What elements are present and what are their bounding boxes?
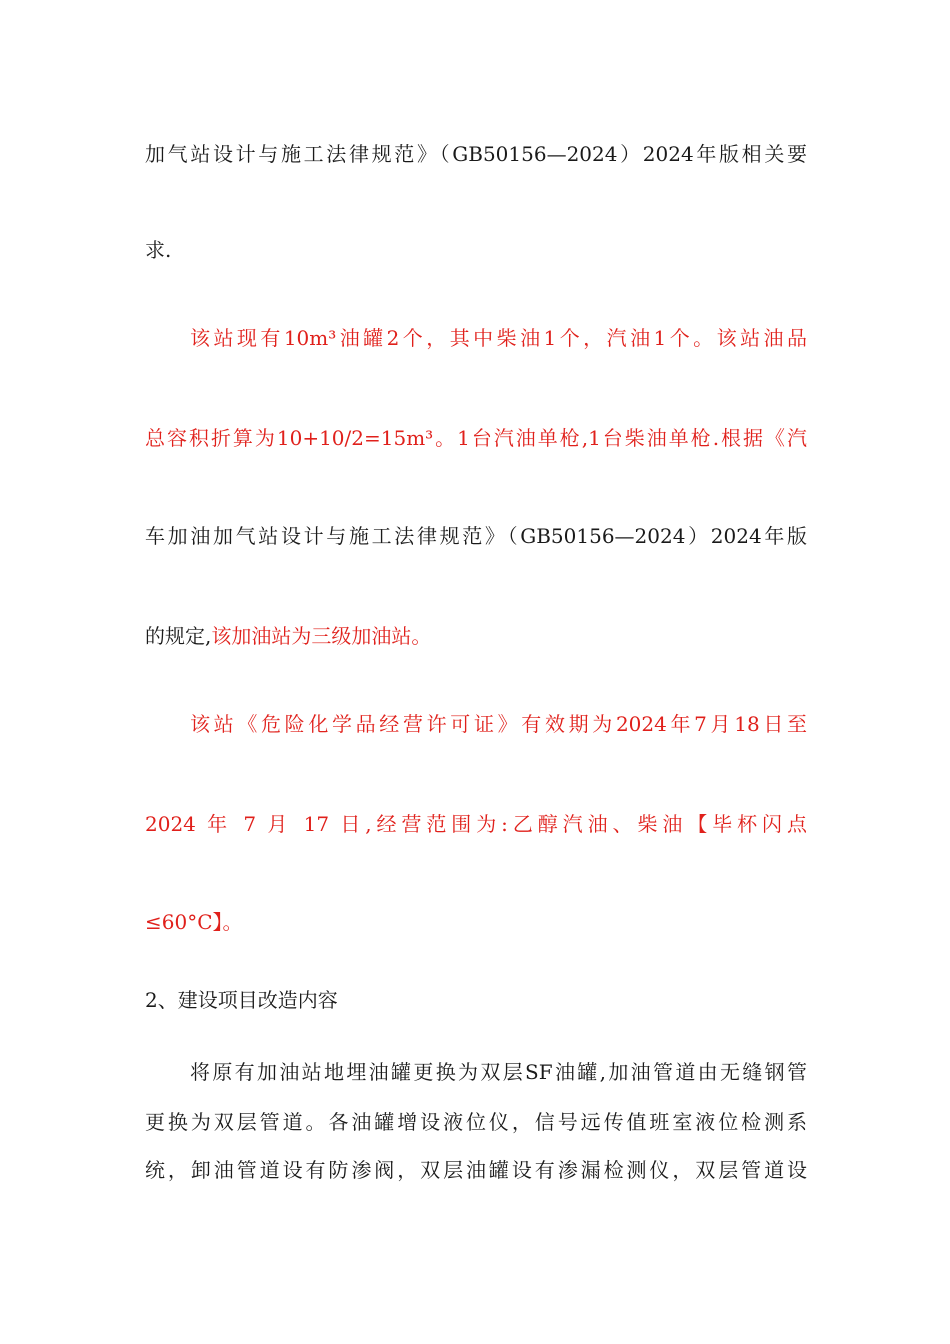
- paragraph-4-line-2: 更换为双层管道。各油罐增设液位仪，信号远传值班室液位检测系: [145, 1110, 807, 1134]
- paragraph-3-line-1: 该站《危险化学品经营许可证》有效期为2024年7月18日至: [190, 712, 807, 736]
- paragraph-4-line-3: 统，卸油管道设有防渗阀，双层油罐设有渗漏检测仪，双层管道设: [145, 1158, 807, 1182]
- section-heading: 2、建设项目改造内容: [145, 988, 338, 1012]
- paragraph-2-line-1: 该站现有10m³油罐2个，其中柴油1个，汽油1个。该站油品: [190, 326, 807, 350]
- paragraph-1-line-2: 求.: [145, 238, 172, 262]
- paragraph-3-line-2: 2024 年 7 月 17 日,经营范围为:乙醇汽油、柴油【毕杯闪点: [145, 812, 807, 836]
- paragraph-2-line-4-red: 该加油站为三级加油站。: [211, 624, 432, 648]
- paragraph-2-line-4: [145, 622, 807, 650]
- paragraph-2-line-2: 总容积折算为10+10/2=15m³。1台汽油单枪,1台柴油单枪.根据《汽: [145, 426, 807, 450]
- paragraph-1-line-1: 加气站设计与施工法律规范》（GB50156—2024）2024年版相关要: [145, 142, 807, 166]
- paragraph-2-line-3: 车加油加气站设计与施工法律规范》（GB50156—2024）2024年版: [145, 524, 807, 548]
- paragraph-4-line-1: 将原有加油站地埋油罐更换为双层SF油罐,加油管道由无缝钢管: [190, 1060, 807, 1084]
- paragraph-2-line-4-black: 的规定,: [145, 624, 212, 648]
- paragraph-3-line-3: ≤60°C】。: [145, 910, 243, 934]
